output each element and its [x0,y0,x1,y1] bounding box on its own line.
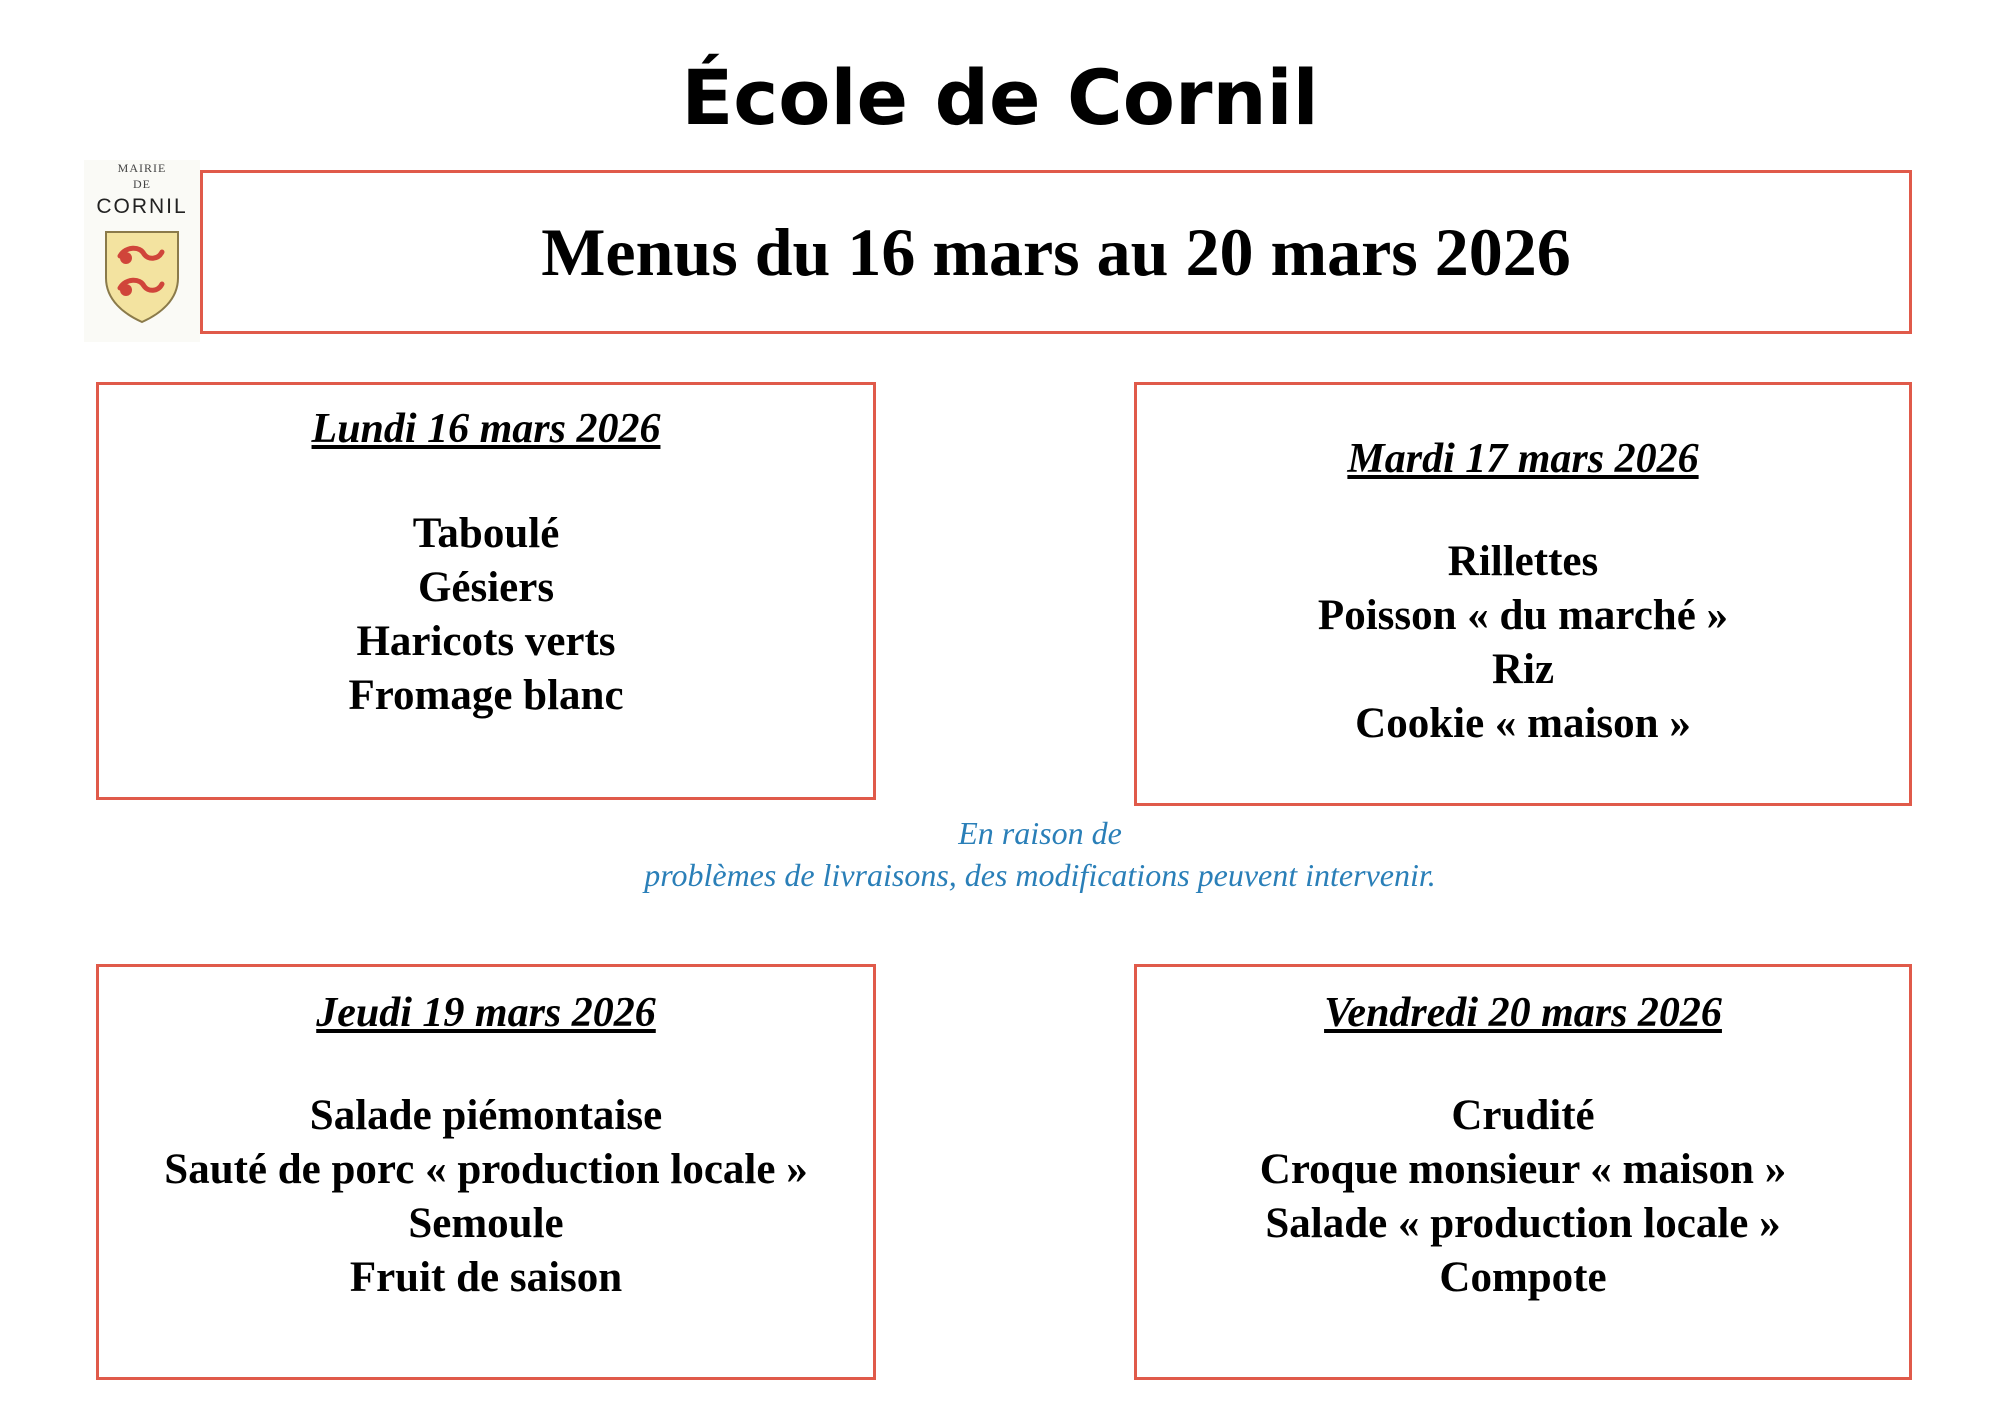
menu-item: Compote [1439,1254,1607,1301]
menu-item: Salade piémontaise [309,1092,663,1139]
menu-item: Riz [1491,646,1555,693]
menu-list [1137,535,1909,751]
day-box-jeudi [96,964,876,1380]
day-box-lundi [96,382,876,800]
notice-line: problèmes de livraisons, des modifications peuvent intervenir. [644,857,1436,893]
day-title: Lundi 16 mars 2026 [311,406,661,452]
menu-item: Poisson « du marché » [1317,592,1729,639]
menu-item: Haricots verts [356,618,616,665]
menu-item: Semoule [408,1200,564,1247]
day-title: Jeudi 19 mars 2026 [316,990,656,1036]
menu-item: Salade « production locale » [1265,1200,1781,1247]
menu-item: Sauté de porc « production locale » [164,1146,808,1193]
menu-item: Fruit de saison [349,1254,623,1301]
menu-banner [200,170,1912,334]
menu-list [99,1089,873,1305]
menu-item: Fromage blanc [348,672,624,719]
menu-item: Crudité [1451,1092,1595,1139]
logo-line-mairie: MAIRIE [117,161,167,175]
menu-item: Gésiers [417,564,555,611]
delivery-notice [400,812,1680,896]
menu-item: Croque monsieur « maison » [1259,1146,1787,1193]
banner-title: Menus du 16 mars au 20 mars 2026 [541,214,1571,290]
notice-line: En raison de [958,815,1122,851]
menu-item: Taboulé [412,510,560,557]
menu-list [1137,1089,1909,1305]
day-box-vendredi [1134,964,1912,1380]
menu-list [99,507,873,723]
coat-of-arms-icon [100,226,184,326]
logo-line-de: DE [133,177,151,191]
menu-item: Rillettes [1447,538,1599,585]
mairie-logo [84,160,200,342]
logo-name: CORNIL [96,195,188,218]
page-title: École de Cornil [681,53,1319,142]
day-title: Mardi 17 mars 2026 [1347,436,1699,482]
day-title: Vendredi 20 mars 2026 [1324,990,1722,1036]
menu-item: Cookie « maison » [1355,700,1691,747]
day-box-mardi [1134,382,1912,806]
